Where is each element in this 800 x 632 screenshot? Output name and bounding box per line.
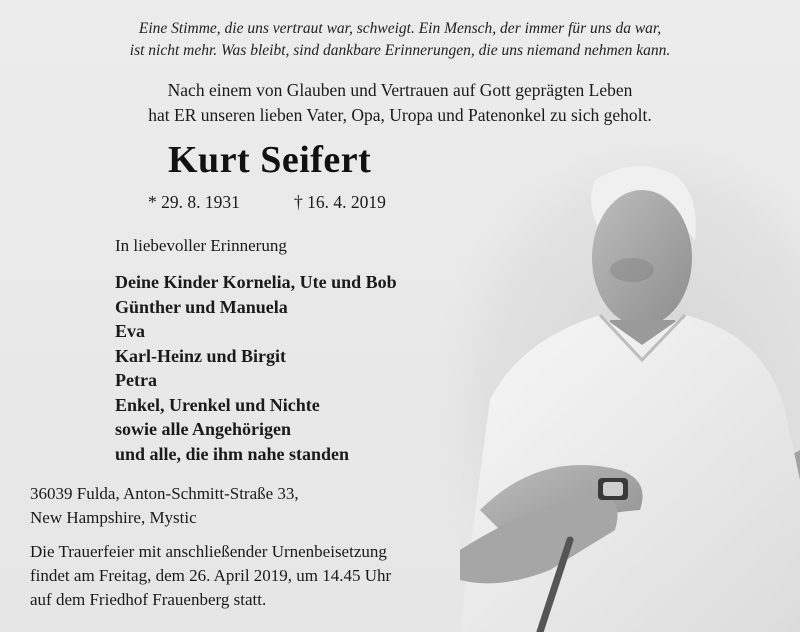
mourner-line: Petra (115, 370, 157, 390)
address-line-2: New Hampshire, Mystic (30, 508, 197, 527)
quote-line-1: Eine Stimme, die uns vertraut war, schweigt. Ein Mensch, der immer für uns da war, (138, 20, 662, 37)
address-line-1: 36039 Fulda, Anton-Schmitt-Straße 33, (30, 484, 299, 503)
ceremony-line-2: findet am Freitag, dem 26. April 2019, um 14.45 Uhr (30, 566, 392, 585)
mourner-line: Eva (115, 321, 146, 341)
watch-face-shape (603, 482, 623, 496)
family-address (30, 482, 299, 530)
memory-label: In liebevoller Erinnerung (115, 236, 287, 255)
mourner-line: Deine Kinder Kornelia, Ute und Bob (115, 272, 397, 292)
intro-line-1: Nach einem von Glauben und Vertrauen auf Gott geprägten Leben (167, 80, 633, 100)
portrait-photo (420, 150, 800, 632)
ceremony-line-3: auf dem Friedhof Frauenberg statt. (30, 590, 267, 609)
memorial-quote (0, 18, 800, 62)
funeral-announcement (30, 540, 391, 612)
mourners-list (115, 270, 397, 466)
intro-line-2: hat ER unseren lieben Vater, Opa, Uropa und Patenonkel zu sich geholt. (148, 105, 652, 125)
death-date: † 16. 4. 2019 (294, 192, 386, 212)
head-shape (592, 190, 692, 326)
intro-text (0, 78, 800, 128)
birth-date: * 29. 8. 1931 (148, 192, 240, 212)
mourner-line: Enkel, Urenkel und Nichte (115, 394, 320, 415)
deceased-name: Kurt Seifert (168, 139, 372, 181)
quote-line-2: ist nicht mehr. Was bleibt, sind dankbare Erinnerungen, die uns niemand nehmen kann. (129, 42, 671, 59)
mourner-line: Günther und Manuela (115, 296, 288, 317)
face-shadow (610, 258, 654, 282)
mourner-line: sowie alle Angehörigen (115, 419, 291, 439)
mourner-line: Karl-Heinz und Birgit (115, 345, 286, 366)
mourner-line: und alle, die ihm nahe standen (115, 443, 350, 464)
ceremony-line-1: Die Trauerfeier mit anschließender Urnenbeisetzung (30, 542, 387, 561)
